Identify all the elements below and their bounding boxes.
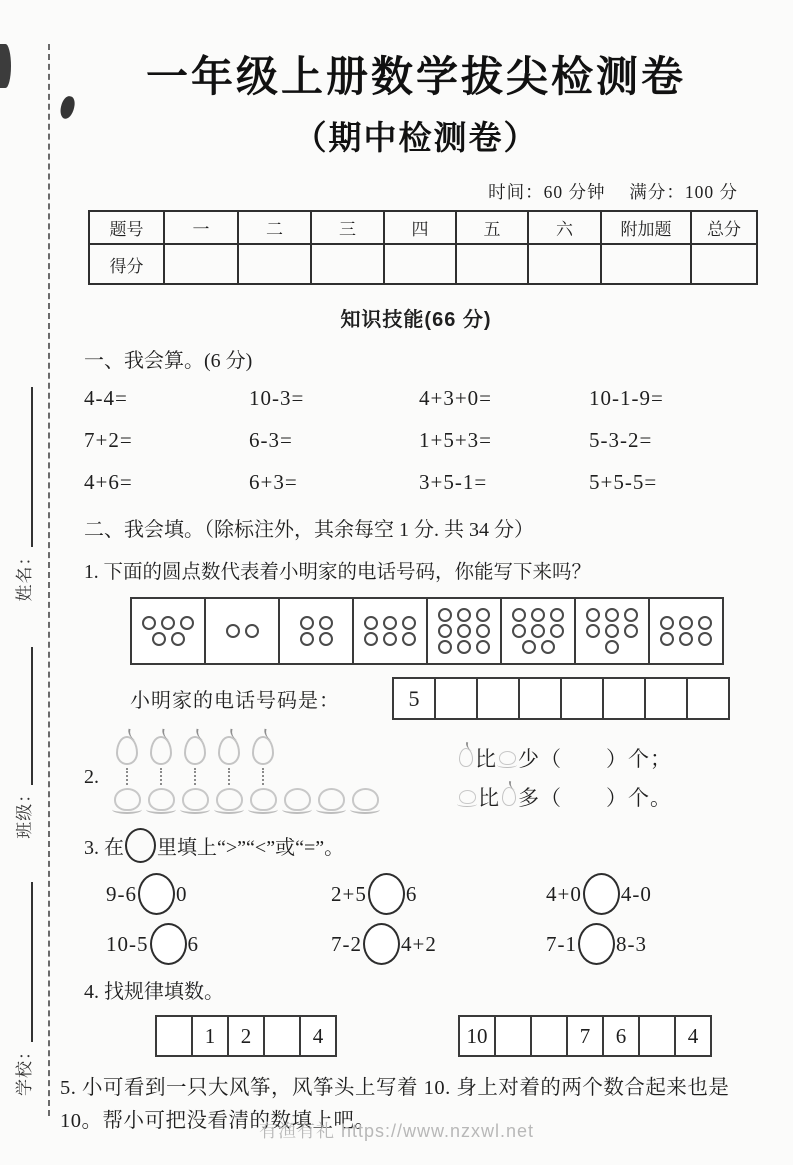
answer-circle[interactable] [368,873,405,915]
dot-icon [319,616,333,630]
dot-cell [280,599,354,663]
compare-item [546,871,772,917]
calc-problem[interactable]: 1+5+3= [419,428,493,452]
compare-text: 比 [478,785,500,810]
dot-icon [679,632,693,646]
pear-slot [110,736,144,785]
dot-icon [476,608,490,622]
dot-cell [576,599,650,663]
score-header-cell: 总分 [691,211,757,244]
compare-item [546,921,772,967]
match-line [262,768,264,785]
q5-prompt: 5. 小可看到一只大风筝，风筝头上写着 10. 身上对着的两个数合起来也是 10。帮小可把没看清的数填上吧。 [60,1077,730,1133]
phone-digit-box[interactable] [602,677,646,720]
left-expression: 10-5 [106,931,149,956]
dot-row [438,640,490,654]
pear-row [110,736,395,785]
school-label: 学校： [15,1042,34,1096]
compare-sentence-1 [457,738,672,777]
score-header-cell: 二 [238,211,311,244]
pattern-box[interactable]: 4 [674,1015,712,1057]
dot-row [438,624,490,638]
compare-grid [60,871,772,967]
dot-icon [605,608,619,622]
dot-icon [624,608,638,622]
pear-icon [218,736,240,765]
exam-meta: 时间：60 分钟 满分：100 分 [488,182,738,202]
dot-icon [698,632,712,646]
dot-row [660,632,712,646]
dot-row [300,632,333,646]
dot-icon [161,616,175,630]
peach-slot [110,786,144,811]
dot-row [660,616,712,630]
q2-compare-sentences [457,738,672,816]
phone-digit-box[interactable] [686,677,730,720]
score-header-cell: 四 [384,211,456,244]
page-subtitle: （期中检测卷） [293,121,539,157]
dot-row [522,640,555,654]
compare-text: 比 [475,746,497,771]
dot-row [300,616,333,630]
dot-icon [522,640,536,654]
peach-icon [318,788,345,811]
dot-icon [541,640,555,654]
phone-digit-box[interactable] [476,677,520,720]
circle-placeholder-icon [125,828,156,863]
pattern-box[interactable]: 4 [299,1015,337,1057]
name-label: 姓名： [15,547,34,602]
q1-prompt: 1. 下面的圆点数代表着小明家的电话号码，你能写下来吗？ [84,562,592,583]
dot-cell [650,599,722,663]
calc-problem[interactable]: 4+3+0= [419,386,493,410]
match-line [126,768,128,785]
pattern-box[interactable] [263,1015,301,1057]
pattern-box[interactable]: 10 [458,1015,496,1057]
dot-icon [476,640,490,654]
score-entry-cell[interactable] [456,244,528,284]
score-table [88,210,758,285]
dot-icon [660,632,674,646]
dot-icon [319,632,333,646]
dot-row [586,624,638,638]
dot-icon [171,632,185,646]
calc-problem[interactable]: 3+5-1= [419,470,488,494]
scan-artifact-corner [0,44,11,88]
peach-slot [348,786,382,811]
dot-row [364,616,416,630]
calc-problem[interactable]: 4+6= [84,470,133,494]
pear-icon [252,736,274,765]
dot-icon [402,616,416,630]
dot-icon [586,608,600,622]
score-table-header-row [89,211,757,244]
answer-circle[interactable] [583,873,620,915]
dot-row [142,616,194,630]
dot-icon [550,608,564,622]
peach-slot [212,786,246,811]
q3-prompt-prefix: 3. 在 [84,837,124,859]
peach-icon [352,788,379,811]
phone-digit-box[interactable] [434,677,478,720]
pattern-left [155,1015,337,1057]
phone-answer-row [130,677,772,720]
peach-icon [182,788,209,811]
dot-icon [698,616,712,630]
right-expression: 8-3 [616,931,647,956]
pattern-right [458,1015,712,1057]
q2-block [60,736,772,816]
pattern-box[interactable]: 1 [191,1015,229,1057]
pear-slot [178,736,212,785]
q4-prompt: 4. 找规律填数。 [84,981,224,1003]
dot-icon [438,624,452,638]
dot-row [438,608,490,622]
dot-icon [152,632,166,646]
dot-row [586,608,638,622]
dot-table [130,597,724,665]
pear-slot [212,736,246,785]
dot-icon [438,640,452,654]
peach-row [110,786,395,811]
dot-row [152,632,185,646]
dot-icon [300,632,314,646]
dot-icon [605,640,619,654]
compare-item [106,921,331,967]
dot-icon [457,608,471,622]
dot-icon [383,632,397,646]
compare-item [331,921,546,967]
dot-icon [226,624,240,638]
pear-icon [459,748,473,767]
pear-icon [502,787,516,806]
watermark-footer: 有渔有礼 https://www.nzxwl.net [258,1121,535,1141]
calc-problem[interactable]: 4-4= [84,386,128,410]
dot-icon [245,624,259,638]
pattern-box[interactable] [494,1015,532,1057]
dot-icon [512,624,526,638]
pear-icon [150,736,172,765]
compare-item [106,871,331,917]
pattern-box[interactable]: 7 [566,1015,604,1057]
match-line [194,768,196,785]
section1-title: 一、我会算。(6 分) [84,350,253,372]
dot-row [605,640,619,654]
score-row-label: 得分 [89,244,164,284]
class-fill-line[interactable] [17,647,33,785]
q4-row [60,1015,772,1057]
score-entry-cell[interactable] [528,244,601,284]
answer-circle[interactable] [138,873,175,915]
match-line [228,768,230,785]
score-entry-cell[interactable] [384,244,456,284]
peach-slot [280,786,314,811]
score-entry-cell[interactable] [691,244,757,284]
dot-icon [531,608,545,622]
dot-icon [624,624,638,638]
peach-slot [314,786,348,811]
calc-problem[interactable]: 10-3= [249,386,305,410]
dot-row [226,624,259,638]
pattern-box[interactable]: 2 [227,1015,265,1057]
pattern-box[interactable] [155,1015,193,1057]
peach-icon [114,788,141,811]
dot-row [512,624,564,638]
dot-icon [438,608,452,622]
dot-icon [142,616,156,630]
pattern-box[interactable] [530,1015,568,1057]
dot-icon [402,632,416,646]
right-expression: 4+2 [401,931,437,956]
phone-digit-box[interactable] [644,677,688,720]
score-entry-cell[interactable] [164,244,238,284]
peach-icon [459,790,476,804]
dot-cell [502,599,576,663]
compare-sentence-2 [457,777,672,816]
fruit-diagram [110,736,395,816]
phone-digit-box[interactable]: 5 [392,677,436,720]
left-expression: 7-2 [331,931,362,956]
class-label: 班级： [15,784,34,839]
phone-digit-box[interactable] [518,677,562,720]
page-title: 一年级上册数学拔尖检测卷 [145,55,686,101]
q2-number: 2. [84,766,99,788]
q3-prompt-suffix: 里填上“>”“<”或“=”。 [157,837,345,859]
dot-icon [605,624,619,638]
calc-problem[interactable]: 5-3-2= [589,428,653,452]
calc-problem[interactable]: 5+5-5= [589,470,658,494]
left-expression: 2+5 [331,881,367,906]
score-header-cell: 六 [528,211,601,244]
score-header-cell: 五 [456,211,528,244]
dot-icon [476,624,490,638]
score-header-cell: 题号 [89,211,164,244]
compare-item [331,871,546,917]
section2-title: 二、我会填。（除标注外，其余每空 1 分. 共 34 分） [84,519,534,541]
score-header-cell: 附加题 [601,211,691,244]
pear-slot [144,736,178,785]
dot-icon [383,616,397,630]
answer-circle[interactable] [363,923,400,965]
pear-icon [184,736,206,765]
calc-problems [60,386,772,495]
pattern-box[interactable]: 6 [602,1015,640,1057]
peach-icon [216,788,243,811]
dot-icon [457,640,471,654]
dot-cell [428,599,502,663]
school-fill-line[interactable] [17,882,33,1042]
peach-icon [499,751,516,765]
dot-icon [531,624,545,638]
score-header-cell: 三 [311,211,384,244]
peach-slot [246,786,280,811]
dot-row [512,608,564,622]
calc-problem[interactable]: 6-3= [249,428,293,452]
dot-icon [512,608,526,622]
compare-fill-text[interactable]: 多（ ）个。 [518,785,672,810]
score-entry-cell[interactable] [311,244,384,284]
peach-slot [178,786,212,811]
right-expression: 0 [176,881,188,906]
left-expression: 4+0 [546,881,582,906]
knowledge-section-title: 知识技能(66 分) [340,309,492,331]
dot-icon [660,616,674,630]
right-expression: 6 [187,931,199,956]
match-line [160,768,162,785]
phone-answer-label: 小明家的电话号码是： [130,690,340,712]
score-table-score-row [89,244,757,284]
dot-cell [354,599,428,663]
q3-prompt [60,828,772,863]
peach-slot [144,786,178,811]
left-expression: 9-6 [106,881,137,906]
peach-icon [284,788,311,811]
test-paper-page [0,44,793,1165]
dot-icon [300,616,314,630]
dot-icon [550,624,564,638]
dot-icon [364,616,378,630]
left-expression: 7-1 [546,931,577,956]
paper-content [60,44,772,1138]
phone-digit-box[interactable] [560,677,604,720]
calc-problem[interactable]: 10-1-9= [589,386,664,410]
peach-icon [250,788,277,811]
dot-cell [132,599,206,663]
right-expression: 6 [405,881,418,906]
pear-slot [246,736,280,785]
dot-icon [586,624,600,638]
calc-problem[interactable]: 7+2= [84,428,133,452]
name-fill-line[interactable] [17,388,33,548]
dot-icon [457,624,471,638]
answer-circle[interactable] [150,923,187,965]
compare-fill-text[interactable]: 少（ ）个； [518,746,672,771]
dot-icon [180,616,194,630]
score-entry-cell[interactable] [601,244,691,284]
pattern-box[interactable] [638,1015,676,1057]
dot-icon [364,632,378,646]
binding-dashed-line [48,44,50,1116]
dot-icon [679,616,693,630]
score-entry-cell[interactable] [238,244,311,284]
dot-row [364,632,416,646]
peach-icon [148,788,175,811]
dot-cell [206,599,280,663]
right-expression: 4-0 [620,881,652,906]
student-info-margin [10,196,35,1096]
score-header-cell: 一 [164,211,238,244]
phone-boxes [392,677,730,720]
pear-icon [116,736,138,765]
answer-circle[interactable] [578,923,615,965]
calc-problem[interactable]: 6+3= [249,470,298,494]
